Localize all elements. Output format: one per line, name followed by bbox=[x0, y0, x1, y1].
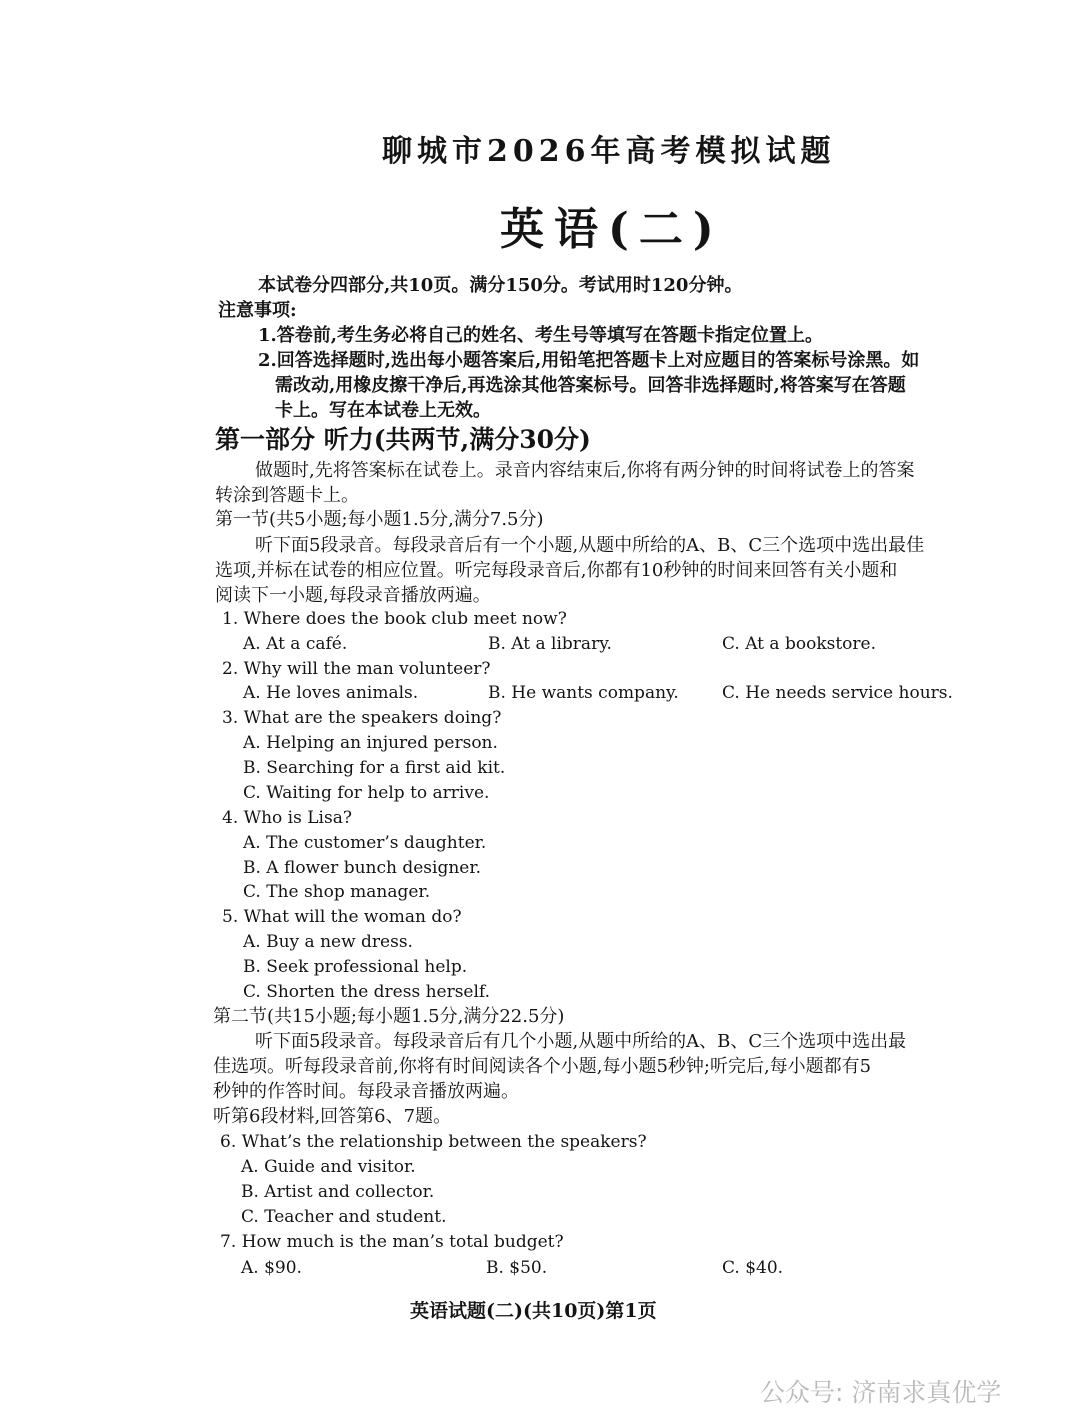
answer-option: A. The customer’s daughter. bbox=[243, 833, 487, 853]
notice-item: 2.回答选择题时,选出每小题答案后,用铅笔把答题卡上对应题目的答案标号涂黑。如 bbox=[258, 350, 920, 371]
watermark: 公众号: 济南求真优学 bbox=[760, 1378, 1002, 1407]
question-stem: 1. Where does the book club meet now? bbox=[222, 609, 567, 629]
exam-subtitle: 聊城市2026年高考模拟试题 bbox=[382, 134, 836, 169]
exam-title: 英语(二) bbox=[500, 204, 724, 255]
part1-instruction: 做题时,先将答案标在试卷上。录音内容结束后,你将有两分钟的时间将试卷上的答案 bbox=[255, 460, 915, 481]
section2-heading: 第二节(共15小题;每小题1.5分,满分22.5分) bbox=[213, 1006, 565, 1027]
answer-option: B. At a library. bbox=[488, 634, 612, 654]
answer-option: C. Waiting for help to arrive. bbox=[243, 783, 490, 803]
question-stem: 6. What’s the relationship between the speakers? bbox=[220, 1132, 647, 1152]
section2-instruction: 秒钟的作答时间。每段录音播放两遍。 bbox=[213, 1081, 519, 1102]
answer-option: C. Teacher and student. bbox=[241, 1207, 447, 1227]
section1-heading: 第一节(共5小题;每小题1.5分,满分7.5分) bbox=[215, 509, 544, 530]
answer-option: B. A flower bunch designer. bbox=[243, 858, 482, 878]
answer-option: C. $40. bbox=[722, 1258, 784, 1278]
answer-option: B. He wants company. bbox=[488, 683, 679, 703]
section2-instruction: 佳选项。听每段录音前,你将有时间阅读各个小题,每小题5秒钟;听完后,每小题都有5 bbox=[213, 1056, 872, 1077]
answer-option: A. Helping an injured person. bbox=[243, 733, 498, 753]
answer-option: C. Shorten the dress herself. bbox=[243, 982, 491, 1002]
answer-option: C. The shop manager. bbox=[243, 882, 431, 902]
answer-option: B. Artist and collector. bbox=[241, 1182, 435, 1202]
answer-option: A. Buy a new dress. bbox=[243, 932, 413, 952]
question-stem: 5. What will the woman do? bbox=[222, 907, 462, 927]
section2-instruction: 听下面5段录音。每段录音后有几个小题,从题中所给的A、B、C三个选项中选出最 bbox=[255, 1031, 907, 1052]
page-footer: 英语试题(二)(共10页)第1页 bbox=[410, 1300, 657, 1322]
question-stem: 2. Why will the man volunteer? bbox=[222, 659, 491, 679]
question-stem: 7. How much is the man’s total budget? bbox=[220, 1232, 564, 1252]
notice-item: 需改动,用橡皮擦干净后,再选涂其他答案标号。回答非选择题时,将答案写在答题 bbox=[275, 375, 906, 396]
exam-intro: 本试卷分四部分,共10页。满分150分。考试用时120分钟。 bbox=[258, 275, 743, 296]
answer-option: A. At a café. bbox=[243, 634, 348, 654]
notice-item: 1.答卷前,考生务必将自己的姓名、考生号等填写在答题卡指定位置上。 bbox=[258, 325, 824, 346]
answer-option: B. Seek professional help. bbox=[243, 957, 468, 977]
answer-option: C. At a bookstore. bbox=[722, 634, 876, 654]
section1-instruction: 选项,并标在试卷的相应位置。听完每段录音后,你都有10秒钟的时间来回答有关小题和 bbox=[215, 560, 898, 581]
material-note: 听第6段材料,回答第6、7题。 bbox=[213, 1106, 452, 1127]
answer-option: A. Guide and visitor. bbox=[241, 1157, 416, 1177]
section1-instruction: 阅读下一小题,每段录音播放两遍。 bbox=[215, 585, 491, 606]
answer-option: B. Searching for a first aid kit. bbox=[243, 758, 506, 778]
part1-instruction: 转涂到答题卡上。 bbox=[215, 485, 359, 506]
section1-instruction: 听下面5段录音。每段录音后有一个小题,从题中所给的A、B、C三个选项中选出最佳 bbox=[255, 535, 925, 556]
notice-heading: 注意事项: bbox=[218, 300, 297, 321]
answer-option: C. He needs service hours. bbox=[722, 683, 953, 703]
question-stem: 4. Who is Lisa? bbox=[222, 808, 352, 828]
answer-option: B. $50. bbox=[486, 1258, 548, 1278]
question-stem: 3. What are the speakers doing? bbox=[222, 708, 502, 728]
answer-option: A. He loves animals. bbox=[243, 683, 419, 703]
part1-heading: 第一部分 听力(共两节,满分30分) bbox=[215, 425, 591, 454]
notice-item: 卡上。写在本试卷上无效。 bbox=[275, 400, 491, 421]
answer-option: A. $90. bbox=[241, 1258, 302, 1278]
